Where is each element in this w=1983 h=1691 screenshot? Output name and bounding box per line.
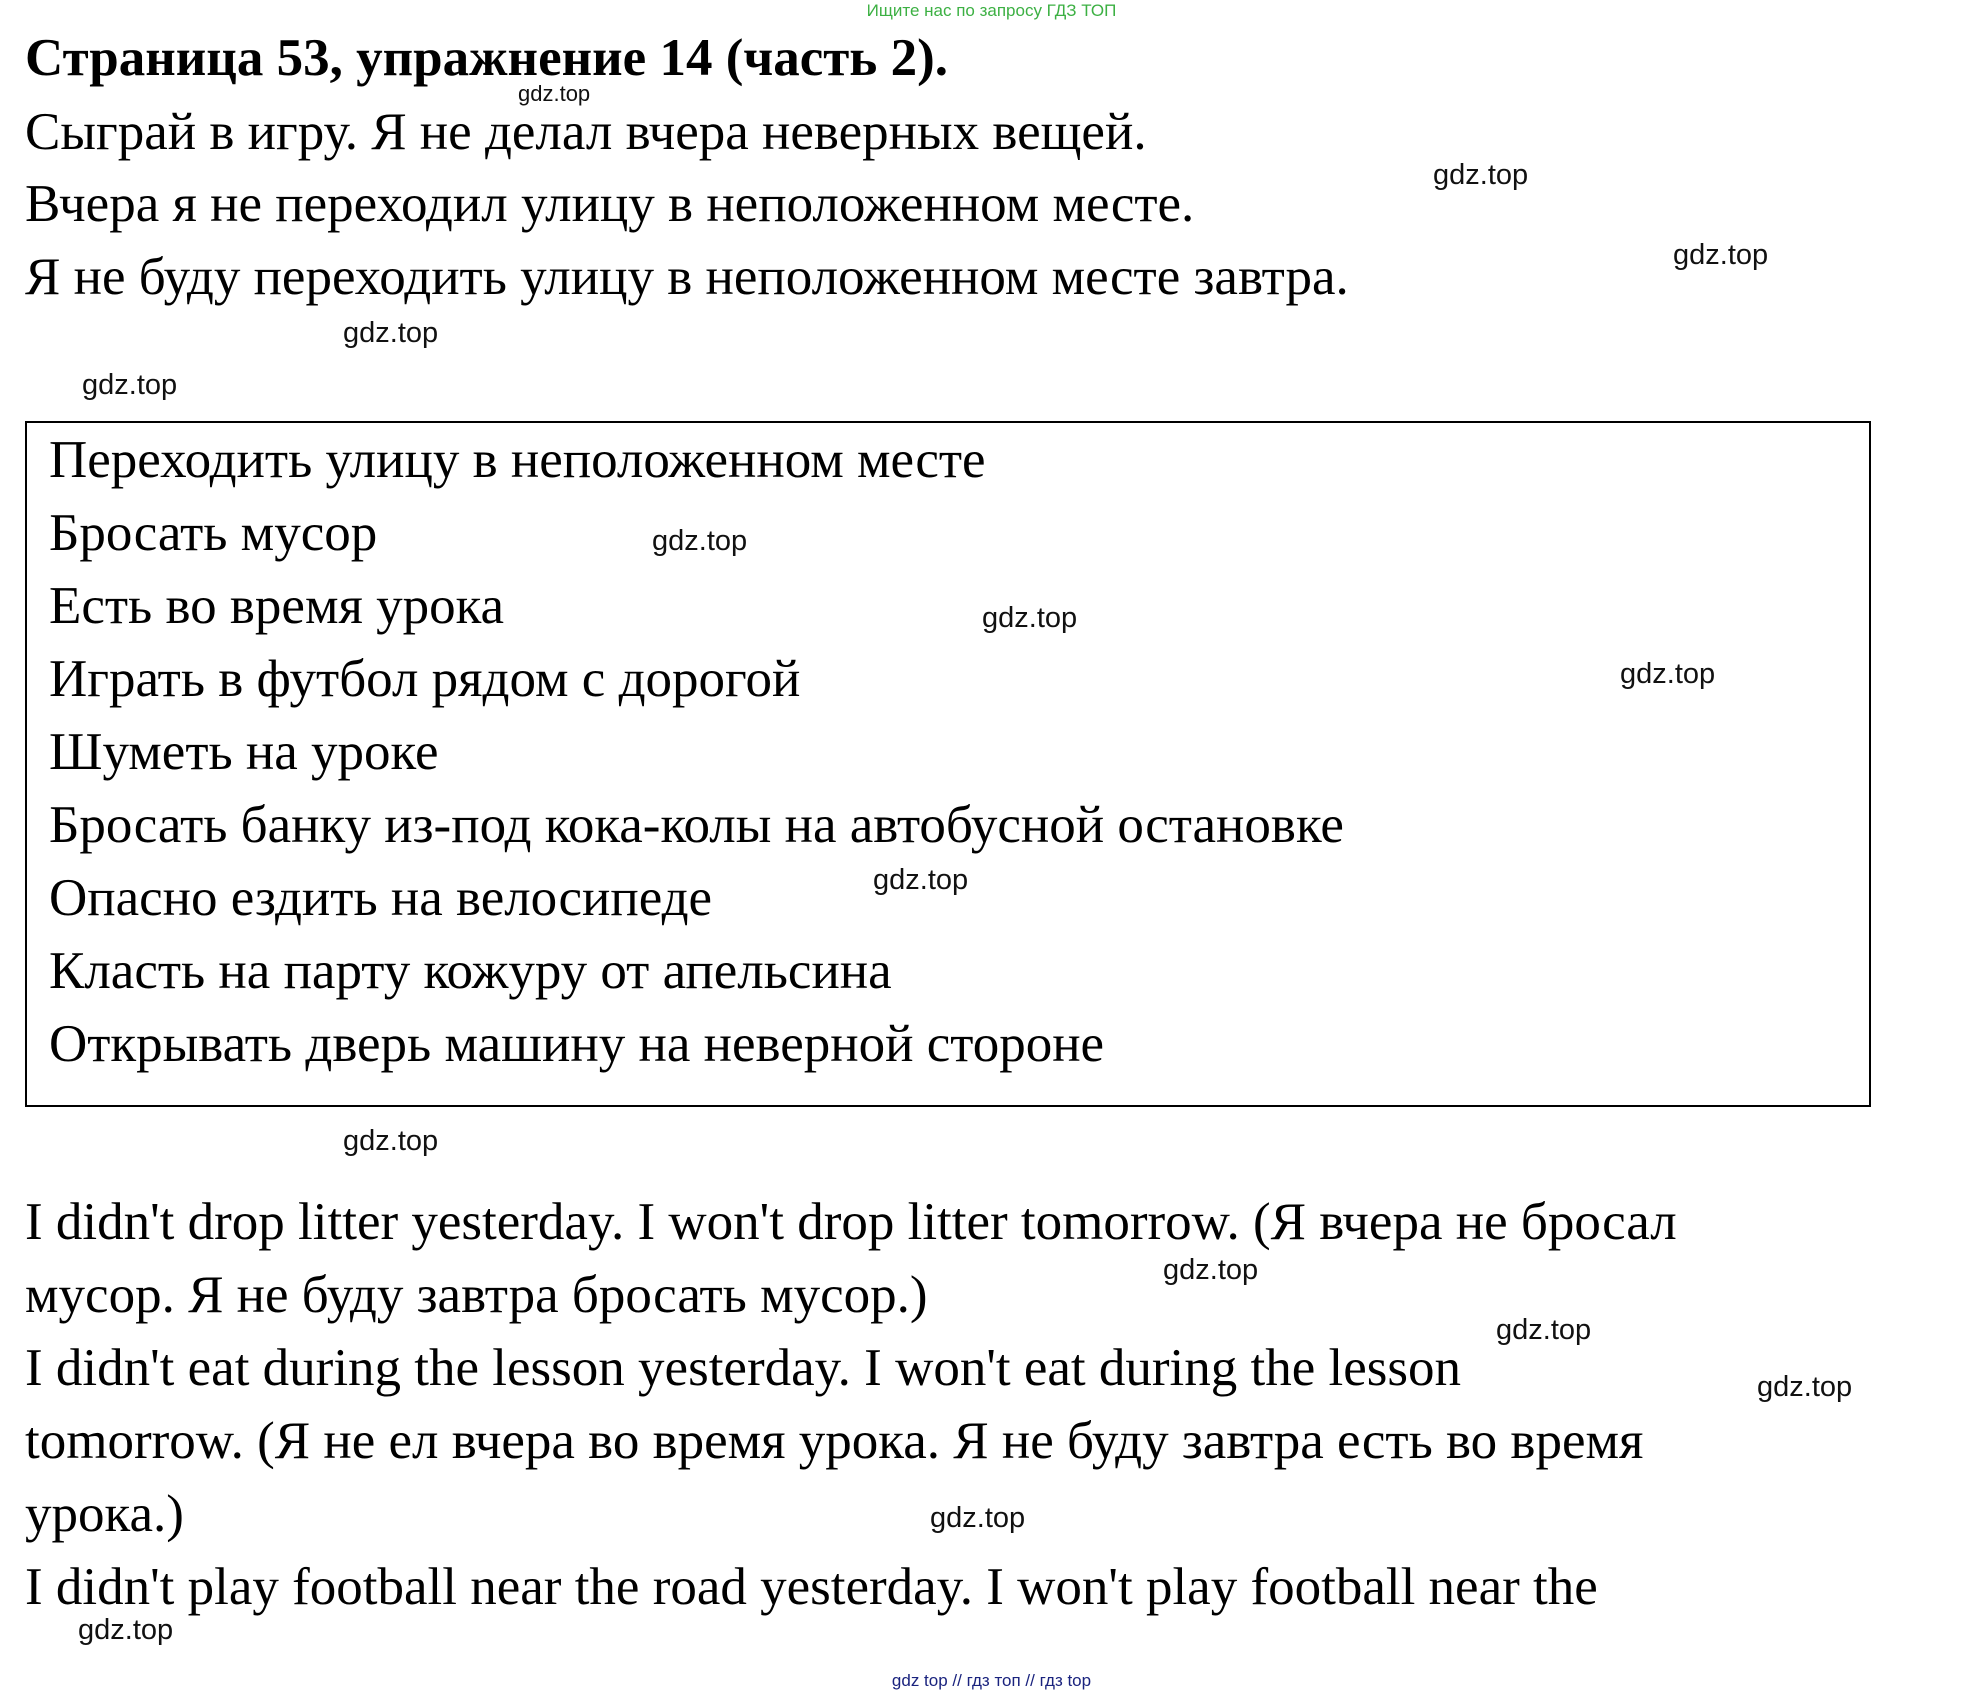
watermark: gdz.top: [873, 864, 969, 896]
page-title: Страница 53, упражнение 14 (часть 2).: [25, 29, 948, 87]
answer-line-2: мусор. Я не буду завтра бросать мусор.): [25, 1266, 928, 1324]
phrase-item: Бросать банку из-под кока-колы на автобусной остановке: [49, 796, 1344, 854]
intro-line-1: Сыграй в игру. Я не делал вчера неверных вещей.: [25, 103, 1147, 161]
phrase-item: Есть во время урока: [49, 577, 505, 635]
intro-line-3: Я не буду переходить улицу в неположенном месте завтра.: [25, 248, 1349, 306]
watermark: gdz.top: [78, 1614, 174, 1646]
intro-line-2: Вчера я не переходил улицу в неположенном месте.: [25, 175, 1195, 233]
top-banner: Ищите нас по запросу ГДЗ ТОП: [866, 1, 1117, 20]
phrase-item: Открывать дверь машину на неверной стороне: [49, 1015, 1105, 1073]
watermark: gdz.top: [1433, 159, 1529, 191]
phrase-item: Опасно ездить на велосипеде: [49, 869, 713, 927]
phrase-item: Класть на парту кожуру от апельсина: [49, 942, 892, 1000]
phrase-item: Переходить улицу в неположенном месте: [49, 431, 986, 489]
watermark: gdz.top: [343, 1125, 439, 1157]
phrases-box: [25, 421, 1871, 1107]
watermark: gdz.top: [982, 602, 1078, 634]
answer-line-3: I didn't eat during the lesson yesterday. I won't eat during the lesson: [25, 1339, 1462, 1397]
answer-line-5: урока.): [25, 1485, 184, 1543]
watermark: gdz.top: [518, 81, 591, 106]
answer-line-4: tomorrow. (Я не ел вчера во время урока. Я не буду завтра есть во время: [25, 1412, 1644, 1470]
watermark: gdz.top: [1673, 239, 1769, 271]
phrase-item: Бросать мусор: [49, 504, 378, 562]
footer-watermark: gdz top // гдз топ // гдз top: [891, 1671, 1092, 1690]
answer-line-1: I didn't drop litter yesterday. I won't drop litter tomorrow. (Я вчера не бросал: [25, 1193, 1677, 1251]
watermark: gdz.top: [1163, 1254, 1259, 1286]
watermark: gdz.top: [1620, 658, 1716, 690]
watermark: gdz.top: [82, 369, 178, 401]
watermark: gdz.top: [930, 1502, 1026, 1534]
watermark: gdz.top: [1496, 1314, 1592, 1346]
phrase-item: Шуметь на уроке: [49, 723, 439, 781]
watermark: gdz.top: [1757, 1371, 1853, 1403]
answer-line-6: I didn't play football near the road yesterday. I won't play football near the: [25, 1558, 1598, 1616]
phrase-item: Играть в футбол рядом с дорогой: [49, 650, 801, 708]
watermark: gdz.top: [652, 525, 748, 557]
watermark: gdz.top: [343, 317, 439, 349]
